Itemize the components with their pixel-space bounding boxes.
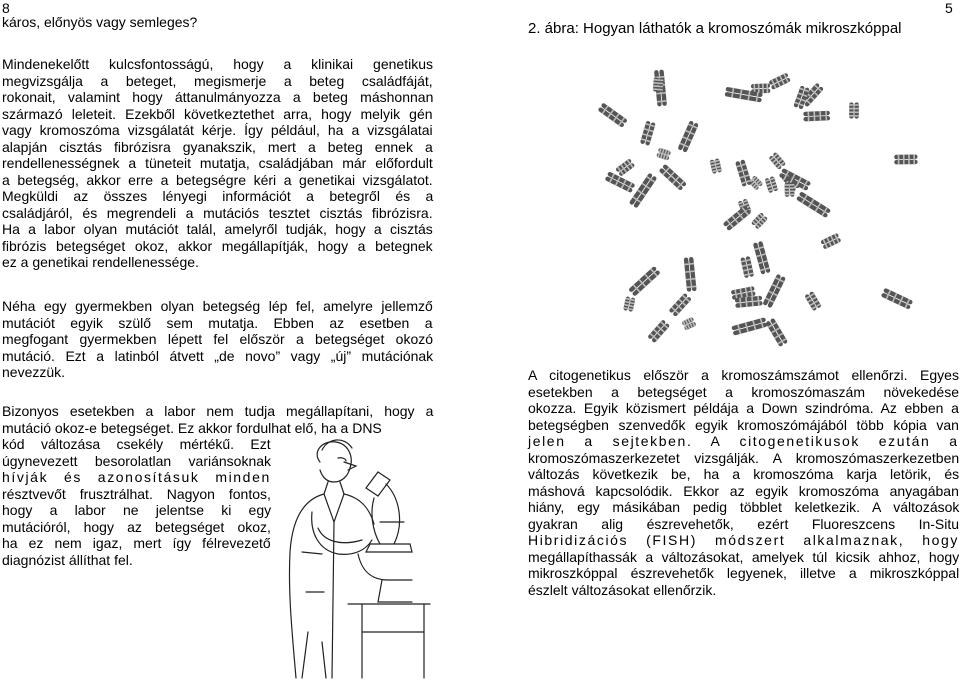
text-line: hogy a labor ne jelentse ki egy	[2, 502, 272, 518]
chromosome	[849, 102, 859, 118]
chromosome	[629, 172, 658, 208]
chromosome	[597, 102, 628, 128]
page-number-left: 8	[2, 0, 10, 16]
chromosome	[740, 256, 754, 278]
text-line: változás következik be, ha a kromoszóma karja letörik, és	[528, 466, 960, 482]
chromosome	[731, 317, 767, 336]
text-line: ez a genetikai rendellenessége.	[2, 254, 199, 270]
text-line: családjáról, és megrendeli a mutációs tesztet cisztás fibrózisra.	[2, 204, 433, 221]
chromosome	[784, 182, 794, 197]
chromosome	[765, 318, 788, 348]
text-line: Hibridizációs (FISH) módszert alkalmaznak, hogy	[528, 532, 959, 548]
paragraph-2	[2, 298, 433, 381]
chromosome	[894, 154, 918, 164]
text-line: máshová kapcsolódik. Ekkor az egyik kromoszóma anyagában	[528, 482, 959, 499]
text-line: kód változása csekély mértékű. Ezt	[2, 436, 271, 452]
text-line: megállapíthassák a változásokat, amelyek túl kicsik ahhoz, hogy	[528, 548, 960, 565]
text-line: mutációt egyik szülő sem mutatja. Ebben az esetben a	[2, 314, 433, 331]
text-line: származó leleteit. Ezekből következtethet arra, hogy melyik gén	[2, 105, 433, 122]
figure-caption: 2. ábra: Hogyan láthatók a kromoszómák mikroszkóppal	[528, 20, 902, 37]
text-line: fibrózis betegséget okoz, akkor megállapítják, hogy a betegnek	[2, 237, 433, 254]
text-line: rendellenességnek a tüneteit mutatja, családjában már előfordult	[2, 155, 433, 171]
chromosome	[658, 164, 687, 192]
chromosome	[753, 241, 771, 275]
chromosome	[804, 291, 822, 312]
text-line: kromoszómaszerkezetet vizsgálják. A kromoszómaszerkezetben	[528, 449, 960, 466]
chromosome	[768, 152, 786, 171]
text-line: Ha a labor olyan mutációt talál, amelyről tudják, hogy a cisztás	[2, 221, 433, 237]
chromosome	[623, 296, 636, 312]
chromosome	[881, 287, 914, 309]
chromosome	[681, 317, 696, 331]
chromosome-spread-image	[585, 60, 940, 350]
text-line: jelen a sejtekben. A citogenetikusok ezután a	[528, 433, 959, 449]
text-line: Megküldi az összes lényegi információt a betegről és a	[2, 188, 434, 204]
text-line: ha ez nem igaz, mert így félrevezető	[2, 535, 271, 551]
text-line: nevezzük.	[2, 364, 66, 380]
text-line: észlelt változásokat ellenőrzik.	[528, 581, 717, 598]
right-body-text	[528, 367, 959, 598]
text-line: mutációról, hogy az betegséget okoz,	[2, 518, 271, 535]
text-line: esetekben a betegséget a kromoszómaszám növekedése	[528, 383, 959, 400]
chromosome	[709, 158, 722, 174]
chromosome	[820, 233, 841, 250]
text-line: vagy kromoszóma vizsgálatát kérje. Így például, ha a vizsgálatai	[2, 122, 433, 138]
text-line: Mindenekelőtt kulcsfontosságú, hogy a klinikai genetikus	[2, 56, 433, 72]
text-line: hiány, egy másikában pedig többlet keletkezik. A változások	[528, 499, 960, 515]
chromosome	[735, 159, 752, 187]
text-line: úgynevezett besorolatlan variánsoknak	[2, 452, 272, 469]
text-line: mutáció okoz-e betegséget. Ez akkor fordulhat elő, ha a DNS	[2, 419, 382, 436]
chromosome	[647, 319, 670, 343]
text-line: gyakran alig észrevehetők, ezért Fluoreszcens In-Situ	[528, 515, 960, 532]
chromosome	[796, 191, 831, 218]
chromosome	[640, 120, 656, 146]
text-line: mikroszkóppal észrevehetők legyenek, illetve a mikroszkóppal	[528, 565, 960, 581]
text-line: Néha egy gyermekben olyan betegség lép fel, amelyre jellemző	[2, 298, 433, 314]
text-line: hívják és azonosításuk minden	[2, 469, 271, 485]
chromosome	[628, 266, 661, 297]
text-line: mutáció. Ezt a latinból átvett „de novo” vagy „új” mutációnak	[2, 347, 434, 364]
paragraph-3-wrapped	[2, 436, 271, 568]
text-line: a betegség, akkor erre a betegségre kéri a genetikai vizsgálatot.	[2, 171, 433, 188]
chromosome	[724, 86, 762, 102]
text-line: betegségben szenvedők egyik kromoszómájából több kópia van	[528, 416, 959, 433]
top-line: káros, előnyös vagy semleges?	[2, 14, 198, 30]
chromosome	[751, 212, 769, 230]
chromosome	[677, 120, 699, 153]
chromosome	[768, 72, 791, 90]
chromosome	[668, 293, 692, 318]
page-number-right: 5	[945, 0, 953, 16]
chromosome	[762, 274, 786, 309]
chromosome	[615, 158, 635, 177]
text-line: megfogant gyermekben lépett fel először a betegséget okozó	[2, 331, 434, 347]
text-line: rokonait, valamint hogy áttanulmányozza a beteg máshonnan	[2, 89, 434, 105]
chromosome	[764, 176, 778, 193]
text-line: okozza. Egyik közismert példája a Down szindróma. Az ebben a	[528, 400, 959, 416]
text-line: A citogenetikus először a kromoszámszámot ellenőrzi. Egyes	[528, 367, 959, 383]
chromosome	[656, 147, 671, 160]
text-line: Bizonyos esetekben a labor nem tudja megállapítani, hogy a	[2, 403, 434, 419]
chromosome	[803, 111, 830, 122]
text-line: diagnózist állíthat fel.	[2, 551, 133, 568]
text-line: megvizsgálja a beteget, megismerje a beteg családfáját,	[2, 72, 433, 89]
paragraph-1	[2, 56, 433, 271]
text-line: résztvevőt frusztrálhat. Nagyon fontos,	[2, 485, 271, 502]
chromosome	[683, 257, 696, 292]
scientist-microscope-drawing	[262, 432, 432, 681]
text-line: alapján cisztás fibrózisra gyanakszik, mert a beteg ennek a	[2, 138, 433, 155]
